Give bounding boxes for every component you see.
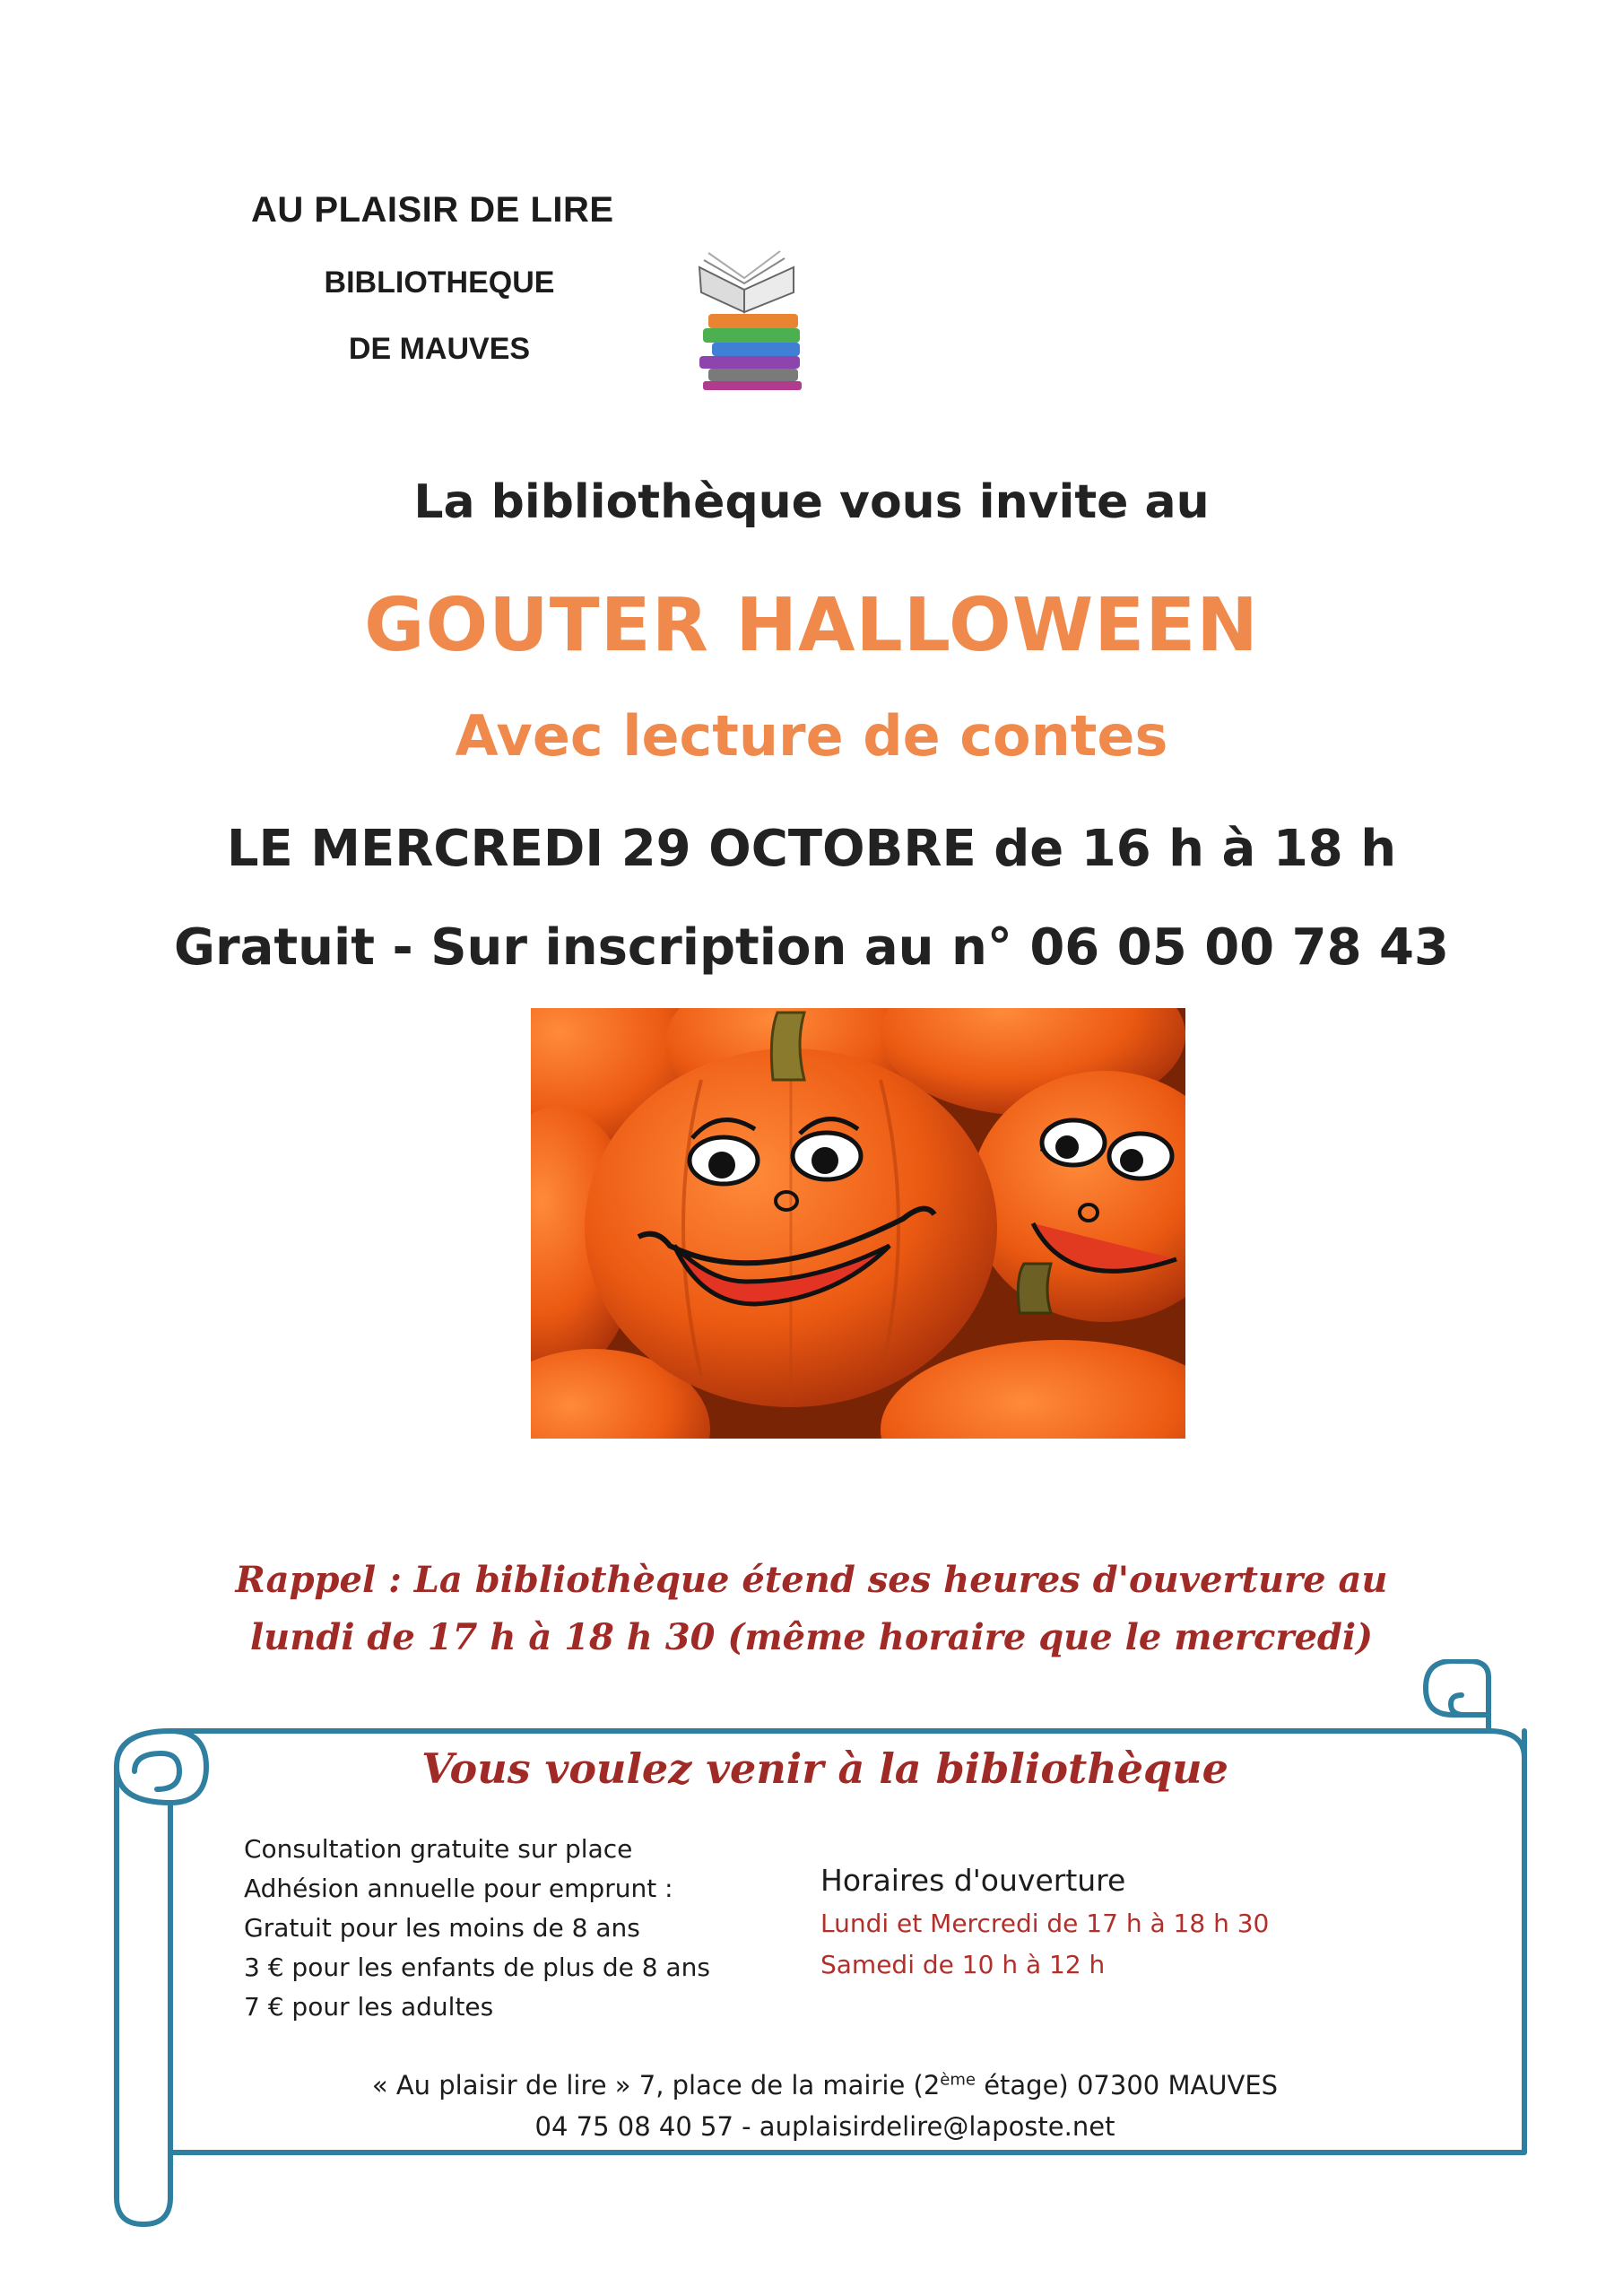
info-line: 7 € pour les adultes [244, 1992, 494, 2022]
info-line: 3 € pour les enfants de plus de 8 ans [244, 1952, 710, 1982]
reminder-line-1: Rappel : La bibliothèque étend ses heures d'ouverture au [235, 1559, 1388, 1601]
info-line: Adhésion annuelle pour emprunt : [244, 1874, 673, 1903]
opening-hours-line: Samedi de 10 h à 12 h [820, 1950, 1106, 1979]
library-address [135, 2070, 1515, 2100]
invitation-line: La bibliothèque vous invite au [413, 475, 1210, 529]
reminder-line-2: lundi de 17 h à 18 h 30 (même horaire que le mercredi) [249, 1616, 1374, 1658]
event-signup: Gratuit - Sur inscription au n° 06 05 00 78 43 [174, 918, 1449, 977]
membership-info [244, 1830, 782, 2027]
organization-location: DE MAUVES [348, 332, 531, 366]
address-superscript: ème [940, 2070, 976, 2090]
event-date: LE MERCREDI 29 OCTOBRE de 16 h à 18 h [226, 820, 1397, 878]
event-subtitle: Avec lecture de contes [455, 703, 1168, 769]
pumpkin-photo [531, 1008, 1185, 1439]
organization-name: AU PLAISIR DE LIRE [251, 190, 614, 230]
library-contact: 04 75 08 40 57 - auplaisirdelire@laposte.net [534, 2111, 1115, 2142]
info-line: Consultation gratuite sur place [244, 1834, 633, 1864]
organization-subtitle: BIBLIOTHEQUE [324, 265, 555, 300]
address-part: « Au plaisir de lire » 7, place de la mairie (2 [371, 2070, 941, 2100]
stacked-books-icon [681, 240, 816, 393]
opening-hours-reminder [0, 1552, 1623, 1666]
scroll-title: Vous voulez venir à la bibliothèque [421, 1744, 1228, 1793]
opening-hours-title: Horaires d'ouverture [820, 1863, 1126, 1898]
opening-hours [820, 1858, 1358, 1986]
opening-hours-line: Lundi et Mercredi de 17 h à 18 h 30 [820, 1909, 1270, 1938]
address-part: étage) 07300 MAUVES [975, 2070, 1279, 2100]
event-title: GOUTER HALLOWEEN [364, 583, 1259, 668]
info-line: Gratuit pour les moins de 8 ans [244, 1913, 640, 1943]
